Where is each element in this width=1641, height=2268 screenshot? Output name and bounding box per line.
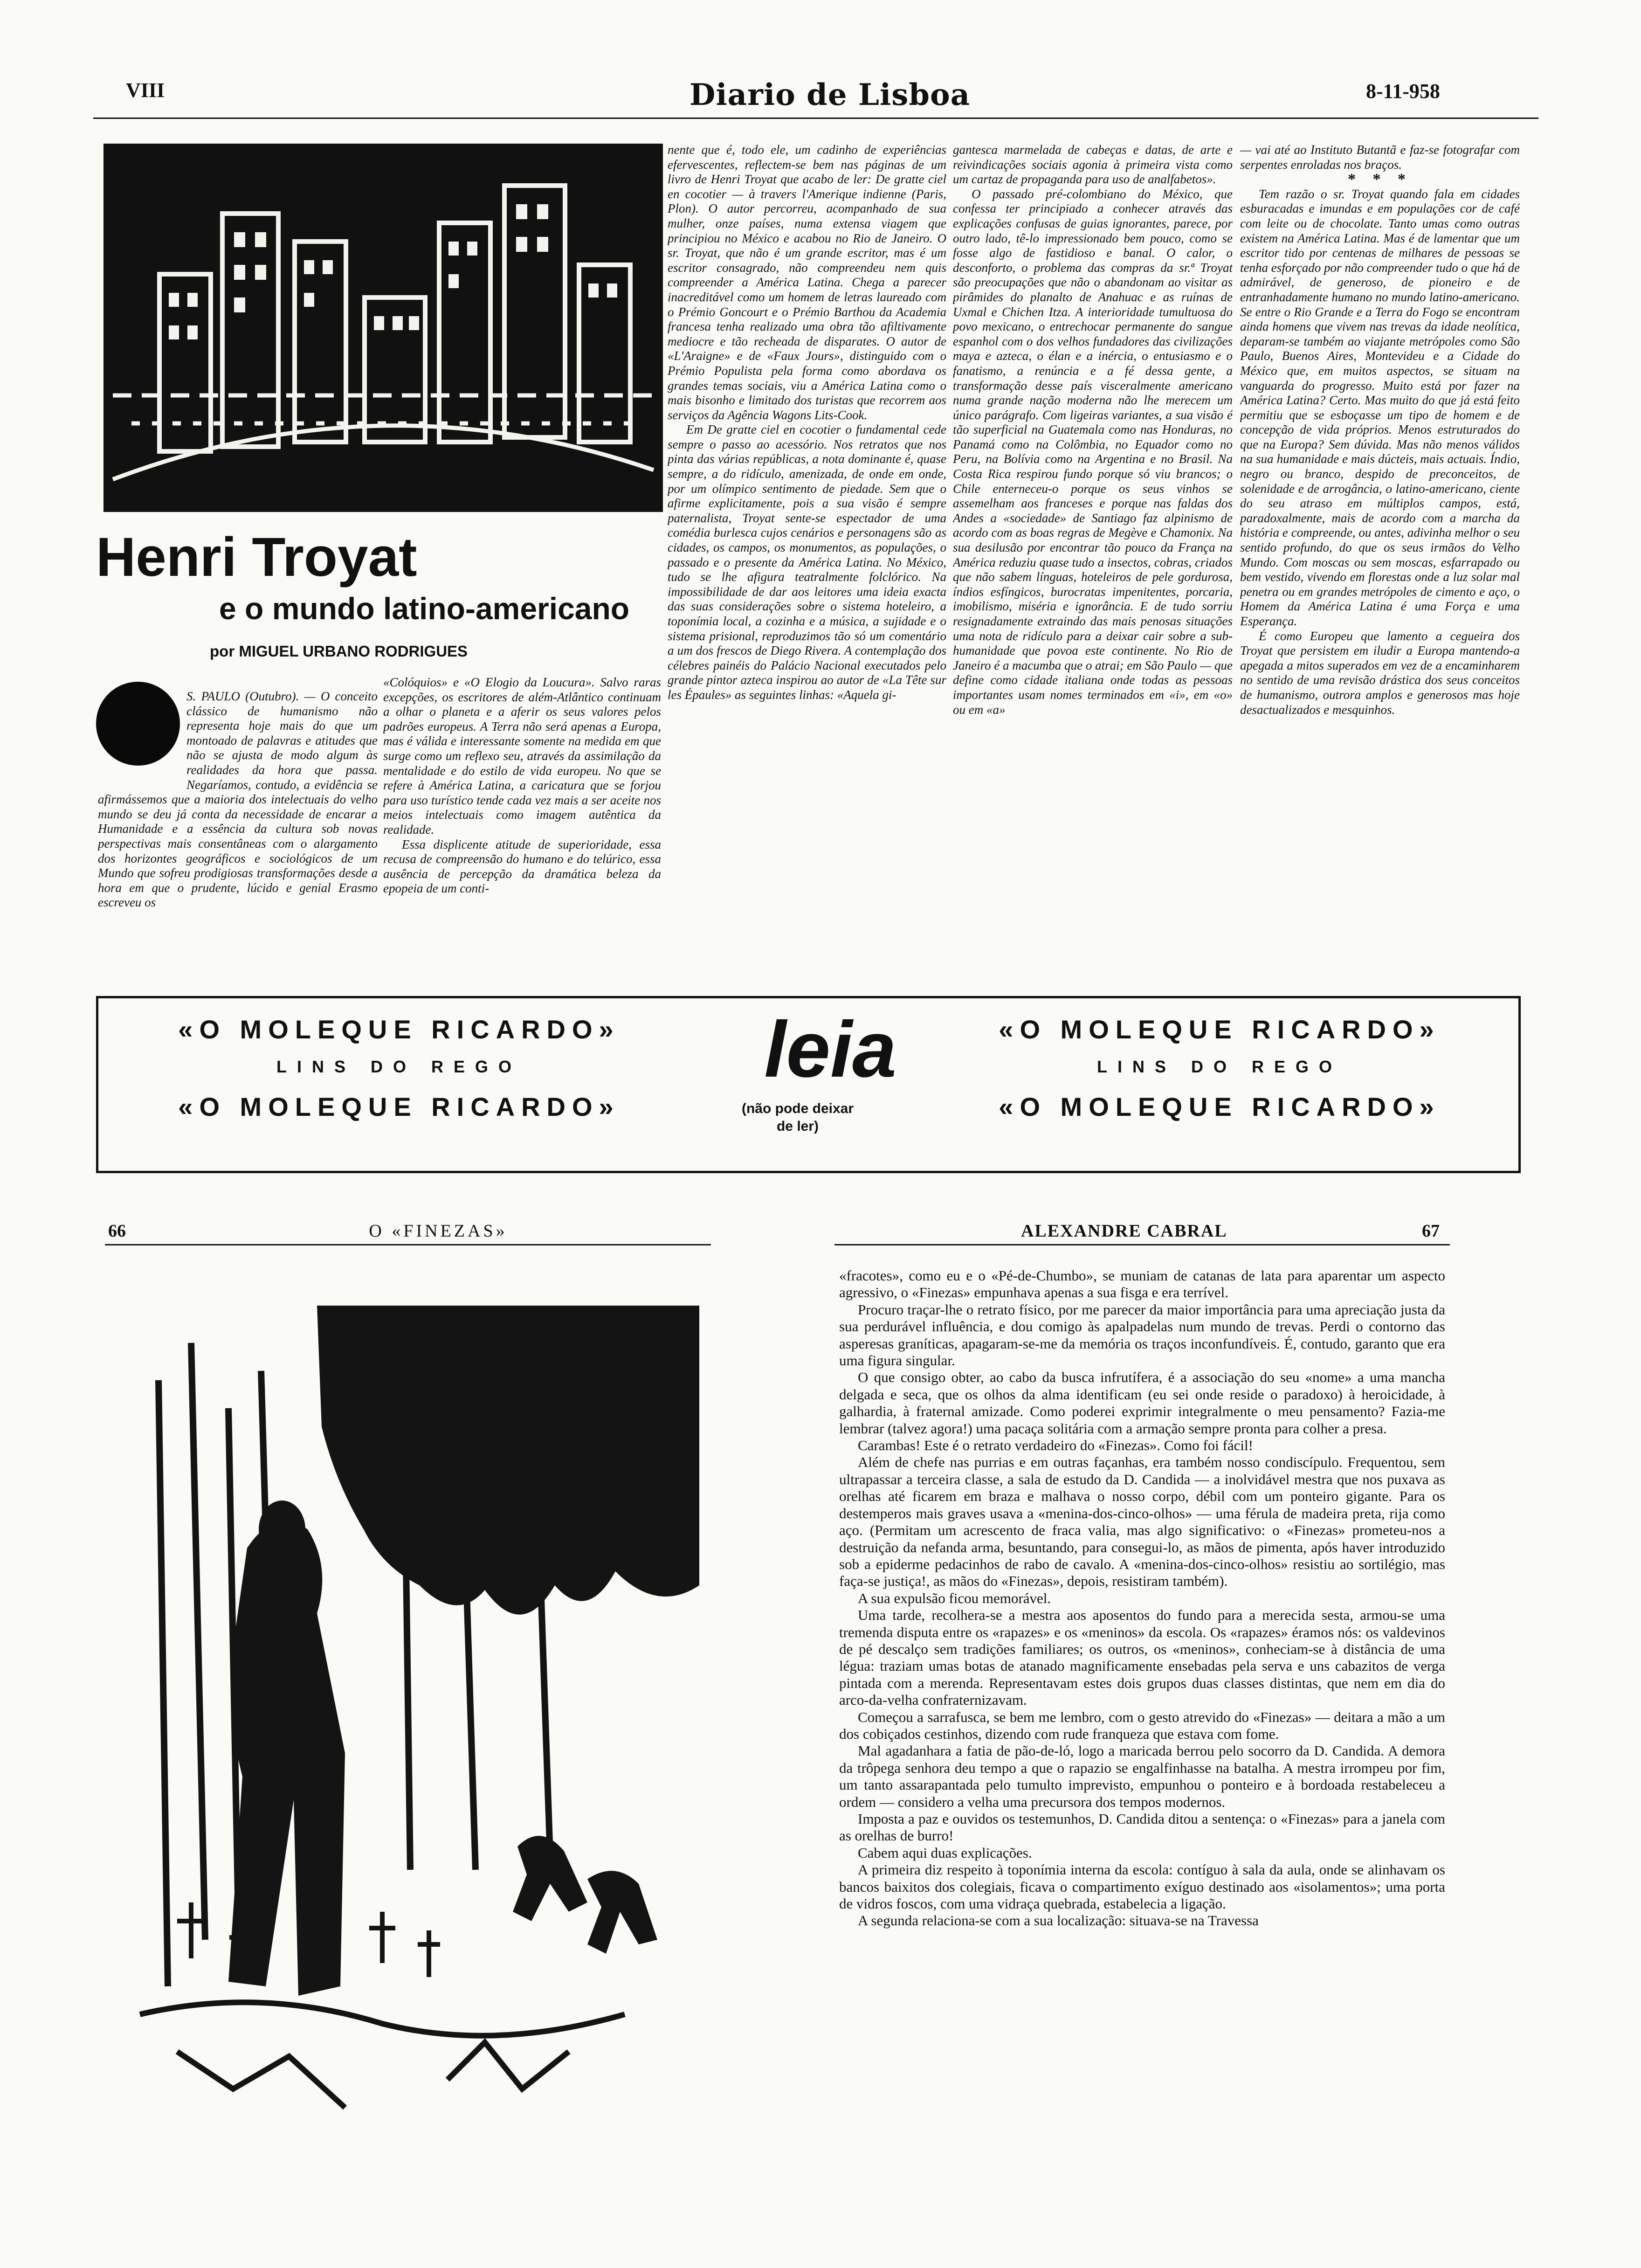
article-paragraph: S. PAULO (Outubro). — O conceito clássico de humanismo não representa hoje mais do que um montoado de palavras e atitudes que não se ajusta de modo algum às realidades da hora que passa. Negaríamos, contudo, a evidência se afirmássemos que a maioria dos intelectuais do velho mundo se deu já conta da necessidade de encarar a Humanidade e a essência da cultura sob novas perspectivas mais consentâneas com o alargamento dos horizontes geográficos e sociológicos de um Mundo que sofreu prodigiosas transformações desde a hora em que o prudente, lúcido e genial Erasmo escreveu os [98, 689, 378, 910]
ad-book-title-right-top: «O MOLEQUE RICARDO» [999, 1015, 1441, 1044]
article-paragraph: «Colóquios» e «O Elogio da Loucura». Salvo raras excepções, os escritores de além-Atlântico continuam a olhar o planeta e a aferir os seus valores pelos padrões europeus. A Terra não será apenas a Europa, mas é válida e interessante somente na medida em que surge como um reflexo seu, através da assimilação da mentalidade e do estilo de vida europeu. No que se refere à América Latina, a caricatura que se forjou para uso turístico tende cada vez mais a ser aceite nos meios intelectuais como imagem autêntica da realidade. [383, 675, 661, 837]
section-separator: * * * [1348, 171, 1412, 188]
article-paragraph: O passado pré-colombiano do México, que confessa ter principiado a conhecer através das explicações confusas de guias ignorantes, parece, por outro lado, tê-lo impressionado bem pouco, como se fosse algo de fastidioso e banal. O calor, o desconforto, o problema das compras da sr.ª Troyat são preocupações que não o abandonam ao visitar as pirâmides do planalto de Anahuac e as ruínas de Uxmal e Chichen Itza. A interioridade tumultuosa do povo mexicano, o entrechocar permanente do sangue espanhol com o dos velhos fundadores das civilizações maya e azteca, o élan e a inércia, o entusiasmo e o fanatismo, a renúncia e a fé dessa gente, a transformação desse país visceralmente americano numa grande nação moderna não lhe merecem um único parágrafo. Com ligeiras variantes, a sua visão é tão superficial na Guatemala como nas Honduras, no Panamá como na Colômbia, no Equador como no Peru, na Bolívia como na Argentina e no Brasil. Na Costa Rica respirou fundo porque só viu brancos; o Chile enterneceu-o porque os seus vinhos se assemelham aos franceses e porque nas faldas dos Andes a «sociedade» de Santiago faz alpinismo de acordo com as boas regras de Megève e Chamonix. Na sua desilusão por encontrar tão pouco da França na América reduziu quase tudo a insectos, cobras, criados que não sabem línguas, hoteleiros de pele gordurosa, índios esfíngicos, burocratas impenitentes, porcaria, imobilismo, miséria e ignorância. E de tudo sorriu resignadamente extraindo das mais penosas situações uma nota de ridículo para a deixar cair sobre a sub-humanidade que povoa este continente. No Rio de Janeiro é a macumba que o atrai; em São Paulo — que define como cidade italiana onde todas as pessoas importantes usam nomes terminados em «i», em «o» ou em «a» [953, 187, 1233, 717]
header-rule [93, 118, 1538, 119]
book-paragraph: Imposta a paz e ouvidos os testemunhos, D. Candida ditou a sentença: o «Finezas» para a janela com as orelhas de burro! [839, 1811, 1445, 1844]
ad-book-title-right-bottom: «O MOLEQUE RICARDO» [999, 1092, 1441, 1121]
article-column-3 [668, 143, 946, 988]
book-right-header-rule [834, 1244, 1450, 1245]
book-paragraph: «fracotes», como eu e o «Pé-de-Chumbo», se muniam de catanas de lata para aparentar um aspecto agressivo, o «Finezas» empunhava apenas a sua fisga e era terrível. [839, 1267, 1445, 1301]
article-paragraph: É como Europeu que lamento a cegueira dos Troyat que persistem em iludir a Europa mantendo-a apegada a mitos superados em vez de a encaminharem no sentido de uma revisão drástica dos seus conceitos de humanismo, outrora amplos e generosos mas hoje desactualizados e mesquinhos. [1240, 629, 1520, 717]
ad-book-title-left-bottom: «O MOLEQUE RICARDO» [178, 1092, 620, 1121]
page-number: VIII [126, 79, 165, 102]
book-paragraph: Procuro traçar-lhe o retrato físico, por me parecer da maior importância para uma apreciação justa da sua perdurável influência, e dou comigo às apalpadelas num mundo de trevas. Perdi o contorno das asperesas graníticas, apagaram-se-me da memória os traços inconfundíveis. É, contudo, garanto que era uma figura singular. [839, 1301, 1445, 1369]
book-right-page-number: 67 [1422, 1221, 1440, 1241]
ad-slogan: leia [764, 1005, 896, 1094]
book-paragraph: A primeira diz respeito à toponímia interna da escola: contíguo à sala da aula, onde se alinhavam os bancos baixitos dos colegiais, ficava o compartimento exíguo destinado aos «isolamentos»; uma porta de vidros foscos, com uma vidraça quebrada, estabelecia a ligação. [839, 1861, 1445, 1912]
issue-date: 8-11-958 [1366, 80, 1440, 103]
article-paragraph: Tem razão o sr. Troyat quando fala em cidades esburacadas e imundas e em populações cor de café com leite ou de chocolate. Tanto umas como outras existem na América Latina. Mas é de lamentar que um escritor tido por centenas de milhares de pessoas se tenha esforçado por não compreender tudo o que há de admirável, de generoso, de pioneiro e de entranhadamente humano no mundo latino-americano. Se entre o Rio Grande e a Terra do Fogo se encontram ainda homens que vivem nas trevas da idade neolítica, deparam-se também ao viajante metrópoles como São Paulo, Buenos Aires, Montevideu e a Cidade do México que, em muitos aspectos, se situam na vanguarda do progresso. Muito está por fazer na América Latina? Certo. Mas muito do que já está feito permitiu que se esboçasse um tipo de homem e de concepção de vida próprios. Menos estruturados do que na Europa? Sem dúvida. Mas não menos válidos na sua humanidade e mais dúcteis, mais actuais. Índio, negro ou branco, despido de preconceitos, de solenidade e de arrogância, o latino-americano, ciente do seu atraso em múltiplos campos, está, paradoxalmente, mais de acordo com a marcha da história e compreende, ou antes, adivinha melhor o seu sentido profundo, do que os seus irmãos do Velho Mundo. Com moscas ou sem moscas, esfarrapado ou bem vestido, vivendo em florestas onde a luz solar mal penetra ou em grandes metrópoles de cimento e aço, o Homem da América Latina é uma Força e uma Esperança. [1240, 187, 1520, 628]
article-title: Henri Troyat [96, 526, 417, 588]
book-paragraph: Além de chefe nas purrias e em outras façanhas, era também nosso condiscípulo. Frequentou, sem ultrapassar a terceira classe, a sala de estudo da D. Candida — a inolvidável mestra que nos puxava as orelhas até ficarem em braza e malhava o nosso corpo, débil com um ponteiro gigante. Para os destemperos mais graves usava a «menina-dos-cinco-olhos» — uma férula de madeira preta, rija como aço. (Permitam um acrescento de fraca valia, mas algo significativo: o «Finezas» prometeu-nos a destruição da nefanda arma, besuntando, para consegui-lo, as mãos de pimenta, após haver introduzido sob a epiderme pedacinhos de rabo de cavalo. A «menina-dos-cinco-olhos» resistiu ao sortilégio, mas faça-se justiça!, as mãos do «Finezas», depois, resistiram também). [839, 1454, 1445, 1590]
article-column-4 [953, 143, 1233, 988]
book-paragraph: Carambas! Este é o retrato verdadeiro do «Finezas». Como foi fácil! [858, 1437, 1253, 1454]
book-paragraph: Começou a sarrafusca, se bem me lembro, com o gesto atrevido do «Finezas» — deitara a mão a um dos cobiçados cestinhos, dizendo com rude franqueza que estava com fome. [839, 1708, 1445, 1742]
ad-author-left: LINS DO REGO [276, 1057, 522, 1076]
masthead: Diario de Lisboa [689, 77, 971, 112]
book-left-page-number: 66 [108, 1221, 126, 1241]
article-byline: por MIGUEL URBANO RODRIGUES [210, 643, 468, 660]
article-paragraph: gantesca marmelada de cabeças e datas, de arte e reivindicações sociais agonia à primeira vista como um cartaz de propaganda para uso de analfabetos». [953, 143, 1233, 187]
article-paragraph: — vai até ao Instituto Butantã e faz-se fotografar com serpentes enroladas nos braços. [1240, 143, 1520, 172]
city-skyline-illustration [103, 144, 663, 512]
ad-author-right: LINS DO REGO [1096, 1057, 1343, 1076]
book-paragraph: O que consigo obter, ao cabo da busca infrutífera, é a associação do seu «nome» a uma mancha delgada e seca, que os olhos da alma identificam (eu sei onde reside o paradoxo) à heroicidade, à galhardia, à fraternal amizade. Como poderei exprimir integralmente o meu pensamento? Fazia-me lembrar (talvez agora!) uma pacaça solitária com a armação sempre pronta para colher a presa. [839, 1369, 1445, 1437]
book-left-running-header: O «FINEZAS» [369, 1221, 508, 1241]
figure-cemetery-drawing [121, 1287, 699, 2126]
book-paragraph: Uma tarde, recolhera-se a mestra aos aposentos do fundo para a merecida sesta, armou-se uma tremenda disputa entre os «rapazes» e os «meninos» da escola. Os «rapazes» éramos nós: os valdevinos de pé descalço sem tradições familiares; os outros, os «meninos», conheciam-se à distância de uma légua: traziam umas botas de atanado magnificamente ensebadas pela serva e uns cabazitos de verga pintada com a merenda. Representavam estes dois grupos duas classes distintas, que nem em dia do arco-da-velha confraternizavam. [839, 1607, 1445, 1708]
article-paragraph: nente que é, todo ele, um cadinho de experiências efervescentes, reflectem-se bem nas páginas de um livro de Henri Troyat que acabo de ler: De gratte ciel en cocotier — à travers l'Amerique indienne (Paris, Plon). O autor percorreu, acompanhado de sua mulher, onze países, numa extensa viagem que principiou no México e acabou no Rio de Janeiro. O sr. Troyat, que não é um grande escritor, mas é um escritor consagrado, não compreendeu nem quis compreender a América Latina. Chega a parecer inacreditável como um homem de letras laureado com o Prémio Goncourt e o Prémio Barthou da Academia francesa tenha realizado uma obra tão afiltivamente mediocre e tão recheada de disparates. O autor de «L'Araigne» e de «Faux Jours», distinguido com o Prémio Populista pela forma como abordava os grandes temas sociais, viu a América Latina como o mais bisonho e limitado dos turistas que recorrem aos serviços da Agência Wagons Lits-Cook. [668, 143, 946, 422]
book-paragraph: Cabem aqui duas explicações. [858, 1844, 1032, 1861]
book-paragraph: A segunda relaciona-se com a sua localização: situava-se na Travessa [858, 1912, 1259, 1929]
ad-book-title-left-top: «O MOLEQUE RICARDO» [178, 1015, 620, 1044]
article-column-2 [383, 675, 661, 988]
book-right-running-header: ALEXANDRE CABRAL [1021, 1221, 1227, 1241]
skyline-drawing [103, 144, 663, 512]
article-paragraph: Essa displicente atitude de superioridade, essa recusa de compreensão do humano e do telúrico, essa ausência de percepção da dramática beleza da epopeia de um conti- [383, 837, 661, 896]
article-column-5 [1240, 143, 1520, 988]
book-illustration [121, 1287, 699, 2126]
ad-tagline: (não pode deixar de ler) [741, 1101, 854, 1134]
book-text-column [839, 1267, 1445, 2233]
book-advertisement [96, 996, 1521, 1173]
article-column-1 [98, 689, 378, 988]
article-paragraph: Em De gratte ciel en cocotier o fundamental cede sempre o passo ao acessório. Nos retratos que nos pinta das várias repúblicas, a nota dominante é, quase sempre, a do ridículo, amenizada, de onde em onde, por um olímpico sentimento de piedade. Sem que o afirme explicitamente, pois a sua visão é sempre paternalista, Troyat sente-se espectador de uma comédia burlesca cujos cenários e personagens são as cidades, os campos, os monumentos, as populações, o passado e o presente da América Latina. No México, tudo se lhe afigura teatralmente folclórico. Na impossibilidade de dar aos leitores uma ideia exacta das suas considerações sobre o sistema hoteleiro, a toponímia local, a cozinha e a música, a sujidade e o sistema prisional, reproduzimos tão só um comentário a um dos frescos de Diego Rivera. A contemplação dos célebres painéis do Palácio Nacional executados pelo grande pintor azteca inspirou ao autor de «La Tête sur les Épaules» as seguintes linhas: «Aquela gi- [668, 422, 946, 702]
book-left-header-rule [105, 1244, 711, 1245]
book-paragraph: Mal agadanhara a fatia de pão-de-ló, logo a maricada berrou pelo socorro da D. Candida. A demora da trôpega senhora deu tempo a que o rapazio se engalfinhasse na batalha. A mestra irrompeu por fim, um tanto assarapantada pelo tumulto imprevisto, empunhou o ponteiro e à bordoada restabeleceu a ordem — considero a velha uma precursora dos tempos modernos. [839, 1742, 1445, 1810]
article-subtitle: e o mundo latino-americano [219, 591, 630, 626]
book-paragraph: A sua expulsão ficou memorável. [858, 1590, 1051, 1606]
